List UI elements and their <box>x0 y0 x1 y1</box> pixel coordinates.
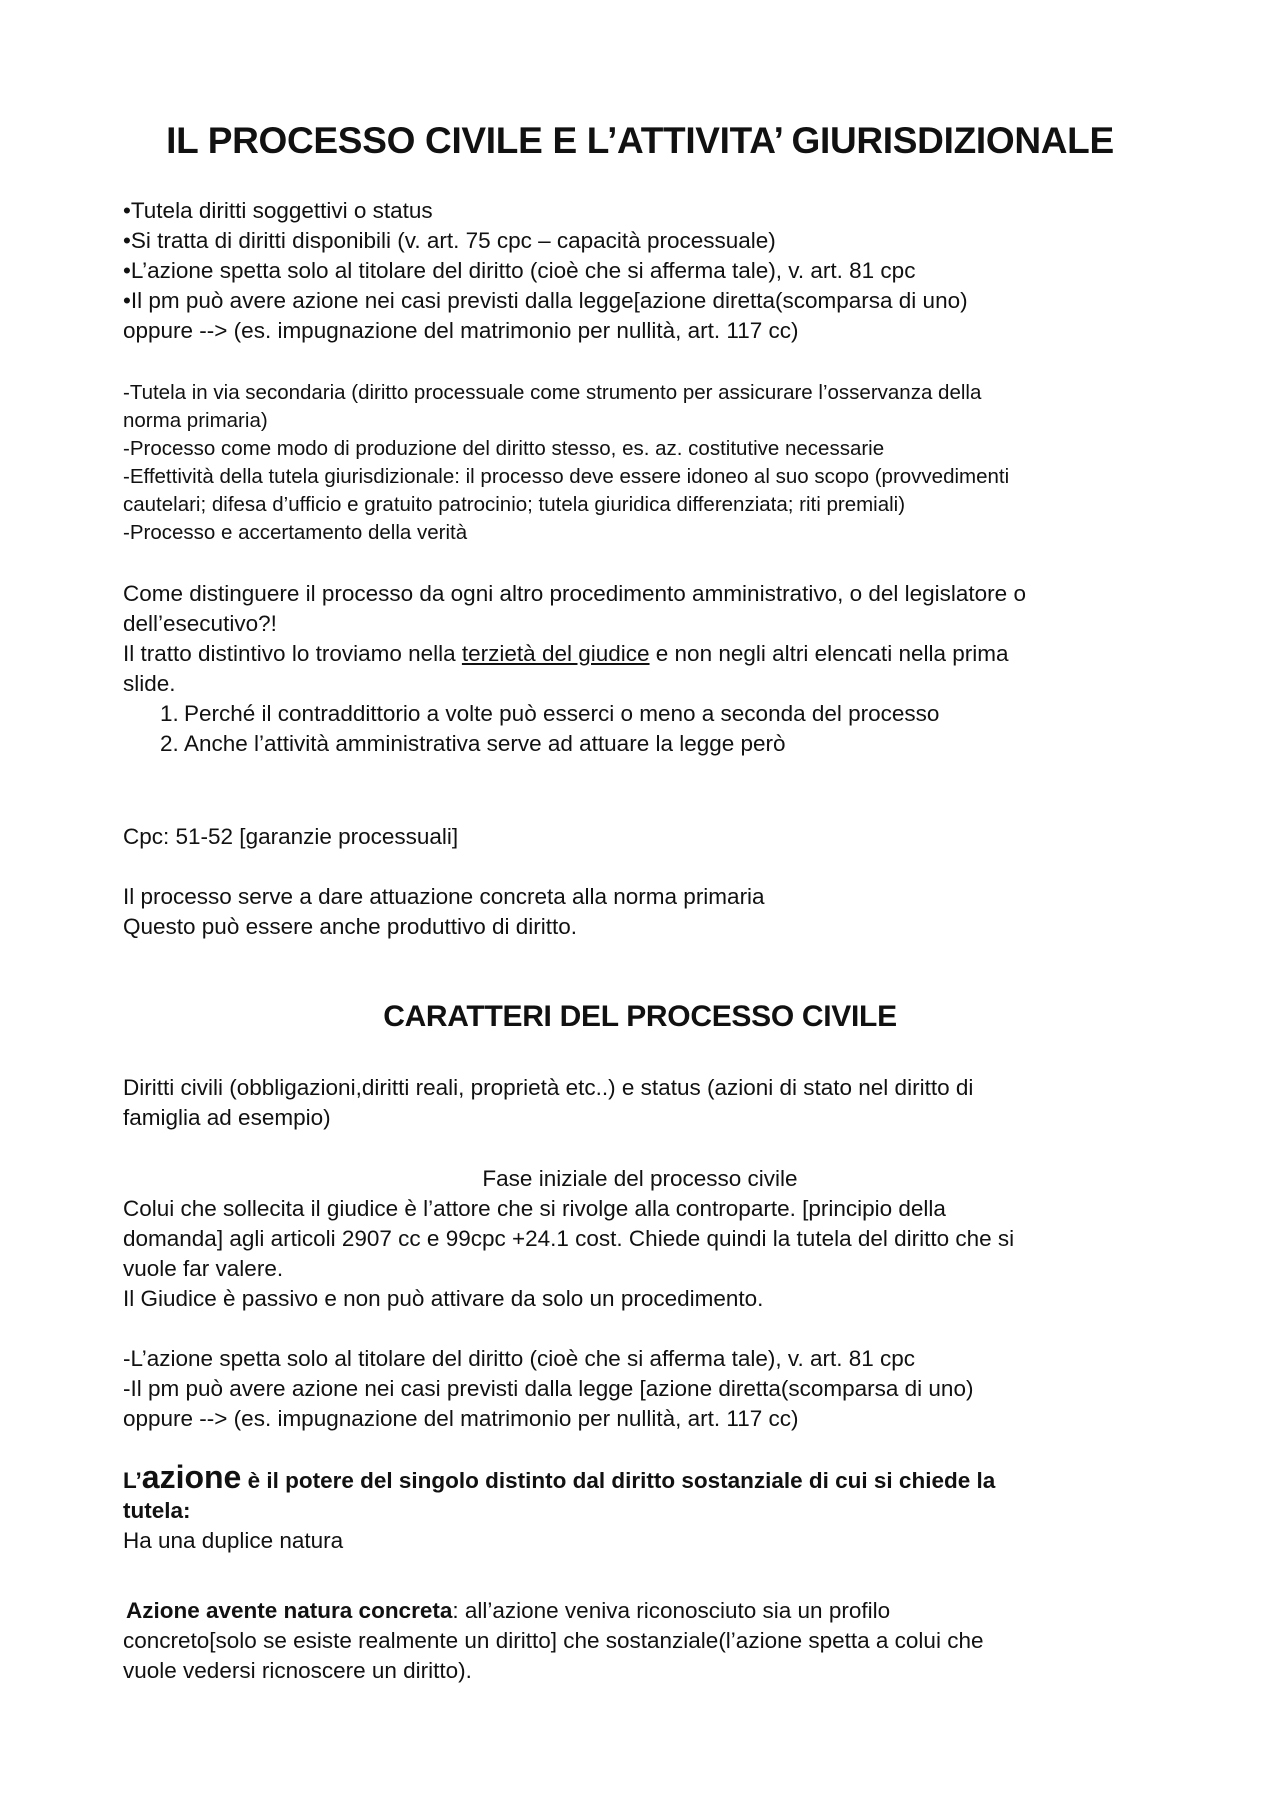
paragraph-line: slide. <box>123 671 176 696</box>
fase-paragraph <box>123 1194 1183 1314</box>
numbered-item <box>123 729 1183 759</box>
list-item: cautelari; difesa d’ufficio e gratuito patrocinio; tutela giuridica differenziata; riti premiali) <box>123 493 906 516</box>
list-item: •L’azione spetta solo al titolare del diritto (cioè che si afferma tale), v. art. 81 cpc <box>123 258 916 283</box>
list-item: -Effettività della tutela giurisdizionale: il processo deve essere idoneo al suo scopo (provvedimenti <box>123 465 1010 488</box>
text-run: : all’azione veniva riconosciuto sia un profilo <box>452 1598 891 1623</box>
paragraph-line: Il Giudice è passivo e non può attivare da solo un procedimento. <box>123 1286 764 1311</box>
numbered-item <box>123 699 1183 729</box>
paragraph-line: Cpc: 51-52 [garanzie processuali] <box>123 824 459 849</box>
list-item: -Processo come modo di produzione del diritto stesso, es. az. costitutive necessarie <box>123 437 885 460</box>
item-number: 2. <box>160 731 179 756</box>
paragraph-line: vuole far valere. <box>123 1256 284 1281</box>
list-item: oppure --> (es. impugnazione del matrimonio per nullità, art. 117 cc) <box>123 1406 799 1431</box>
section-title: CARATTERI DEL PROCESSO CIVILE <box>383 1000 897 1033</box>
paragraph-line: Il processo serve a dare attuazione concreta alla norma primaria <box>123 884 765 909</box>
list-item: •Il pm può avere azione nei casi previsti dalla legge[azione diretta(scomparsa di uno) <box>123 288 968 313</box>
list-item: -Il pm può avere azione nei casi previsti dalla legge [azione diretta(scomparsa di uno) <box>123 1376 974 1401</box>
diritti-civili-paragraph <box>123 1073 1183 1133</box>
paragraph-line: concreto[solo se esiste realmente un diritto] che sostanziale(l’azione spetta a colui che <box>123 1628 984 1653</box>
list-item: -L’azione spetta solo al titolare del diritto (cioè che si afferma tale), v. art. 81 cpc <box>123 1346 916 1371</box>
text-run: L’ <box>123 1468 142 1493</box>
paragraph-line: Questo può essere anche produttivo di diritto. <box>123 914 578 939</box>
paragraph-line: domanda] agli articoli 2907 cc e 99cpc +24.1 cost. Chiede quindi la tutela del diritto che si <box>123 1226 1015 1251</box>
list-item: -Tutela in via secondaria (diritto processuale come strumento per assicurare l’osservanza della <box>123 381 982 404</box>
definition-line <box>123 1459 1183 1496</box>
list-item: -Processo e accertamento della verità <box>123 521 468 544</box>
paragraph-line: vuole vedersi ricnoscere un diritto). <box>123 1658 472 1683</box>
bullet-list <box>123 196 1183 346</box>
definition-line: tutela: <box>123 1498 191 1523</box>
underlined-term: terzietà del giudice <box>461 641 650 666</box>
paragraph-line <box>123 639 1183 669</box>
list-item: oppure --> (es. impugnazione del matrimonio per nullità, art. 117 cc) <box>123 318 799 343</box>
text-run: e non negli altri elencati nella prima <box>649 641 1009 666</box>
paragraph-line: famiglia ad esempio) <box>123 1105 331 1130</box>
paragraph-line: Diritti civili (obbligazioni,diritti reali, proprietà etc..) e status (azioni di stato nel diritto di <box>123 1075 974 1100</box>
paragraph-line <box>123 1596 1183 1626</box>
dash-list <box>123 379 1183 547</box>
bold-term: Azione avente natura concreta <box>126 1598 453 1623</box>
list-item: norma primaria) <box>123 409 268 432</box>
paragraph-line: dell’esecutivo?! <box>123 611 277 636</box>
subheading: Fase iniziale del processo civile <box>482 1166 798 1191</box>
text-run: è il potere del singolo distinto dal diritto sostanziale di cui si chiede la <box>241 1468 996 1493</box>
item-text: Perché il contraddittorio a volte può esserci o meno a seconda del processo <box>184 701 940 726</box>
paragraph-line: Colui che sollecita il giudice è l’attore che si rivolge alla controparte. [principio della <box>123 1196 946 1221</box>
cpc-line <box>123 822 1183 852</box>
key-term: azione <box>141 1459 242 1495</box>
item-text: Anche l’attività amministrativa serve ad attuare la legge però <box>184 731 786 756</box>
distinguish-paragraph <box>123 579 1183 759</box>
paragraph-line: Come distinguere il processo da ogni altro procedimento amministrativo, o del legislatore o <box>123 581 1026 606</box>
concreta-paragraph <box>123 1596 1183 1686</box>
text-run: Il tratto distintivo lo troviamo nella <box>123 641 462 666</box>
serve-paragraph <box>123 882 1183 942</box>
azione-definition <box>123 1459 1183 1556</box>
list-item: •Tutela diritti soggettivi o status <box>123 198 433 223</box>
list-item: •Si tratta di diritti disponibili (v. art. 75 cpc – capacità processuale) <box>123 228 776 253</box>
item-number: 1. <box>160 701 179 726</box>
azione-list <box>123 1344 1183 1434</box>
page-title: IL PROCESSO CIVILE E L’ATTIVITA’ GIURISDIZIONALE <box>166 120 1114 161</box>
paragraph-line: Ha una duplice natura <box>123 1528 344 1553</box>
